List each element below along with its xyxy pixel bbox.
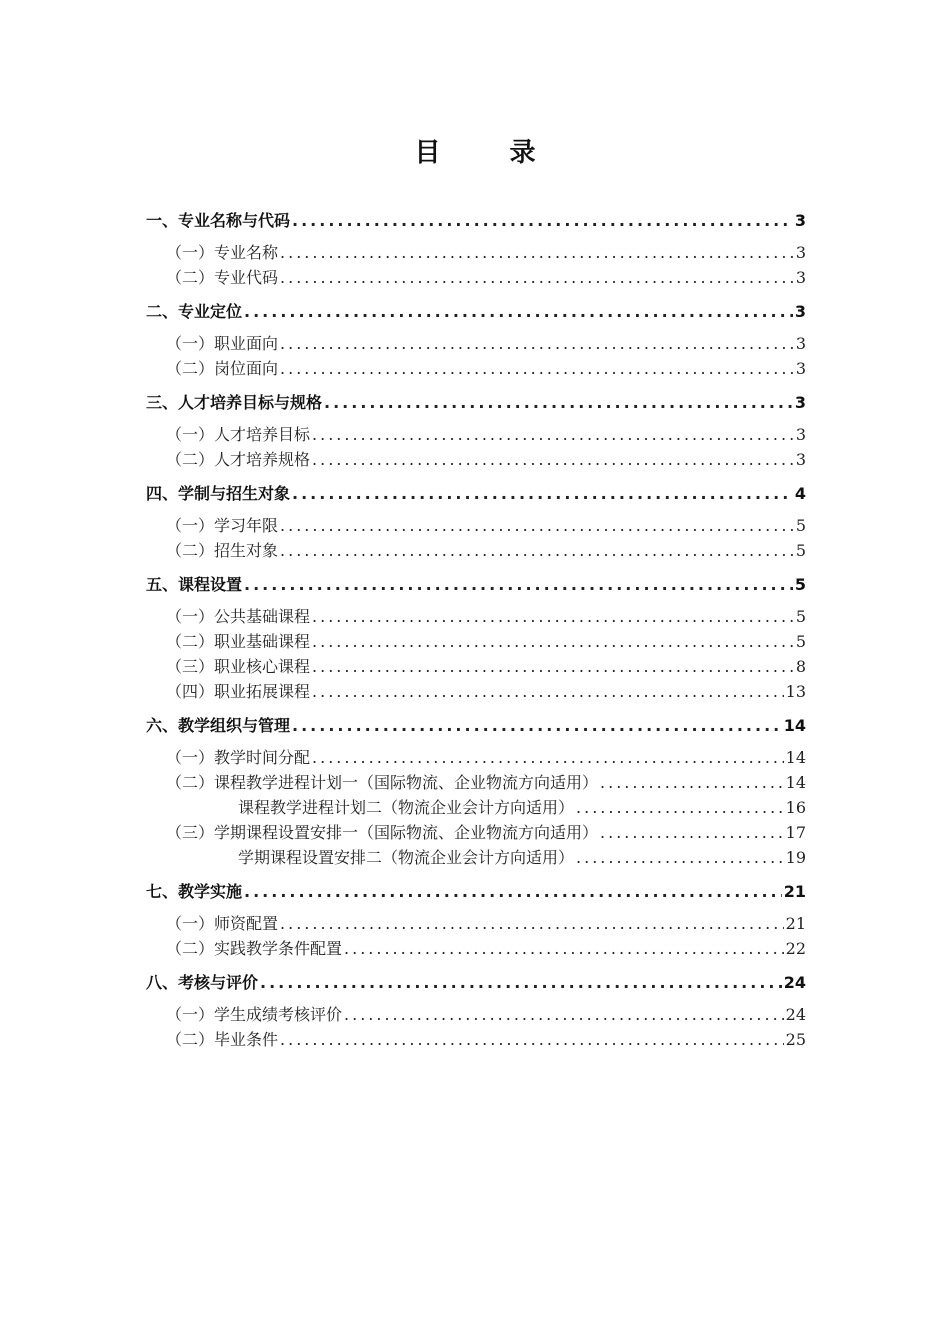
toc-entry-label: （二）专业代码 — [166, 268, 279, 287]
toc-entry-label: 八、考核与评价 — [146, 973, 259, 992]
toc-section-entry[interactable] — [146, 208, 806, 233]
toc-entry-label: （二）课程教学进程计划一（国际物流、企业物流方向适用） — [166, 773, 599, 792]
toc-page-number: 13 — [785, 682, 806, 701]
toc-subsection-entry[interactable] — [146, 513, 806, 538]
toc-entry-label: 七、教学实施 — [146, 882, 243, 901]
toc-page-number: 5 — [795, 541, 806, 560]
toc-subsection-entry[interactable] — [146, 240, 806, 265]
toc-subsection-entry[interactable] — [146, 447, 806, 472]
toc-entry-label: （一）学生成绩考核评价 — [166, 1005, 343, 1024]
toc-entry-label: （二）实践教学条件配置 — [166, 939, 343, 958]
toc-dot-leader — [280, 538, 794, 563]
toc-dot-leader — [280, 265, 794, 290]
toc-page-number: 14 — [785, 748, 806, 767]
toc-entry-label: （一）公共基础课程 — [166, 607, 311, 626]
toc-page-number: 14 — [783, 716, 806, 735]
toc-page-number: 16 — [785, 798, 806, 817]
toc-page-number: 21 — [783, 882, 806, 901]
toc-dot-leader — [292, 481, 793, 506]
toc-dot-leader — [344, 1002, 784, 1027]
toc-dot-leader — [280, 240, 794, 265]
toc-page-number: 22 — [785, 939, 806, 958]
toc-subsection-entry[interactable] — [146, 538, 806, 563]
toc-page-number: 19 — [785, 848, 806, 867]
toc-section-entry[interactable] — [146, 713, 806, 738]
toc-dot-leader — [312, 604, 794, 629]
toc-subsection-entry[interactable] — [146, 795, 806, 820]
toc-page-number: 3 — [795, 450, 806, 469]
toc-page-number: 3 — [794, 302, 806, 321]
toc-entry-label: （三）职业核心课程 — [166, 657, 311, 676]
toc-page-number: 3 — [795, 243, 806, 262]
toc-dot-leader — [260, 970, 782, 995]
toc-dot-leader — [312, 447, 794, 472]
toc-entry-label: 三、人才培养目标与规格 — [146, 393, 323, 412]
toc-subsection-entry[interactable] — [146, 1027, 806, 1052]
toc-dot-leader — [280, 356, 794, 381]
toc-dot-leader — [312, 745, 784, 770]
toc-dot-leader — [576, 845, 784, 870]
toc-subsection-entry[interactable] — [146, 770, 806, 795]
toc-page-number: 17 — [785, 823, 806, 842]
toc-subsection-entry[interactable] — [146, 845, 806, 870]
toc-dot-leader — [244, 879, 782, 904]
toc-dot-leader — [244, 572, 793, 597]
toc-entry-label: （二）职业基础课程 — [166, 632, 311, 651]
toc-dot-leader — [600, 820, 784, 845]
toc-dot-leader — [280, 1027, 784, 1052]
toc-dot-leader — [312, 679, 784, 704]
toc-dot-leader — [280, 331, 794, 356]
toc-page-number: 3 — [795, 425, 806, 444]
page-title: 目 录 — [414, 138, 566, 168]
toc-entry-label: （二）岗位面向 — [166, 359, 279, 378]
toc-subsection-entry[interactable] — [146, 679, 806, 704]
toc-dot-leader — [324, 390, 793, 415]
toc-dot-leader — [292, 713, 782, 738]
toc-section-entry[interactable] — [146, 390, 806, 415]
toc-page-number: 3 — [795, 268, 806, 287]
toc-dot-leader — [312, 654, 794, 679]
toc-entry-label: 二、专业定位 — [146, 302, 243, 321]
toc-page-number: 3 — [795, 334, 806, 353]
toc-entry-label: （一）专业名称 — [166, 243, 279, 262]
toc-entry-label: （一）教学时间分配 — [166, 748, 311, 767]
toc-page-number: 3 — [794, 211, 806, 230]
toc-page-number: 5 — [794, 575, 806, 594]
table-of-contents — [146, 208, 806, 1052]
toc-dot-leader — [244, 299, 793, 324]
toc-subsection-entry[interactable] — [146, 265, 806, 290]
toc-dot-leader — [312, 629, 794, 654]
toc-subsection-entry[interactable] — [146, 820, 806, 845]
toc-entry-label: 一、专业名称与代码 — [146, 211, 291, 230]
toc-subsection-entry[interactable] — [146, 936, 806, 961]
toc-subsection-entry[interactable] — [146, 1002, 806, 1027]
toc-entry-label: （三）学期课程设置安排一（国际物流、企业物流方向适用） — [166, 823, 599, 842]
toc-entry-label: （一）职业面向 — [166, 334, 279, 353]
toc-subsection-entry[interactable] — [146, 654, 806, 679]
toc-section-entry[interactable] — [146, 879, 806, 904]
toc-entry-label: （二）人才培养规格 — [166, 450, 311, 469]
toc-dot-leader — [280, 911, 784, 936]
toc-section-entry[interactable] — [146, 481, 806, 506]
toc-dot-leader — [344, 936, 784, 961]
toc-entry-label: （一）师资配置 — [166, 914, 279, 933]
toc-dot-leader — [576, 795, 784, 820]
toc-entry-label: （四）职业拓展课程 — [166, 682, 311, 701]
toc-entry-label: 课程教学进程计划二（物流企业会计方向适用） — [238, 798, 575, 817]
toc-subsection-entry[interactable] — [146, 356, 806, 381]
toc-page-number: 21 — [785, 914, 806, 933]
toc-subsection-entry[interactable] — [146, 331, 806, 356]
toc-page-number: 24 — [785, 1005, 806, 1024]
toc-subsection-entry[interactable] — [146, 422, 806, 447]
toc-page-number: 8 — [795, 657, 806, 676]
toc-subsection-entry[interactable] — [146, 745, 806, 770]
toc-page-number: 4 — [794, 484, 806, 503]
toc-section-entry[interactable] — [146, 970, 806, 995]
toc-dot-leader — [292, 208, 793, 233]
toc-page-number: 5 — [795, 516, 806, 535]
toc-entry-label: （二）毕业条件 — [166, 1030, 279, 1049]
toc-page-number: 3 — [795, 359, 806, 378]
toc-section-entry[interactable] — [146, 572, 806, 597]
toc-entry-label: （二）招生对象 — [166, 541, 279, 560]
toc-page-number: 3 — [794, 393, 806, 412]
toc-entry-label: （一）人才培养目标 — [166, 425, 311, 444]
toc-page-number: 5 — [795, 632, 806, 651]
toc-page-number: 5 — [795, 607, 806, 626]
toc-entry-label: 学期课程设置安排二（物流企业会计方向适用） — [238, 848, 575, 867]
toc-section-entry[interactable] — [146, 299, 806, 324]
toc-dot-leader — [280, 513, 794, 538]
toc-page-number: 14 — [785, 773, 806, 792]
toc-entry-label: 六、教学组织与管理 — [146, 716, 291, 735]
toc-subsection-entry[interactable] — [146, 911, 806, 936]
toc-dot-leader — [312, 422, 794, 447]
toc-subsection-entry[interactable] — [146, 604, 806, 629]
toc-entry-label: （一）学习年限 — [166, 516, 279, 535]
toc-entry-label: 五、课程设置 — [146, 575, 243, 594]
toc-dot-leader — [600, 770, 784, 795]
toc-page-number: 25 — [785, 1030, 806, 1049]
toc-subsection-entry[interactable] — [146, 629, 806, 654]
toc-page-number: 24 — [783, 973, 806, 992]
toc-entry-label: 四、学制与招生对象 — [146, 484, 291, 503]
